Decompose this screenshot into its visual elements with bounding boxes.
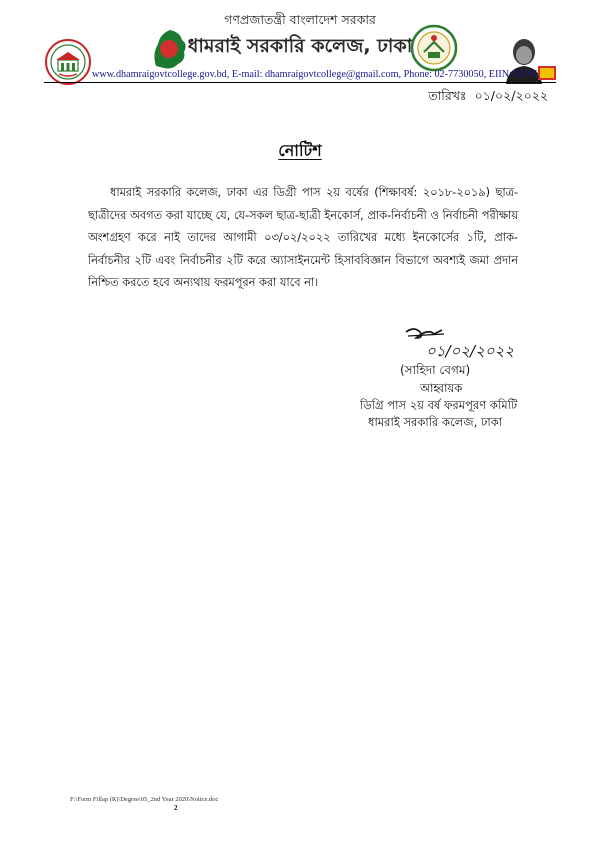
signatory-role: আহ্বায়ক	[420, 381, 463, 395]
header-divider	[44, 82, 556, 83]
college-crest-icon	[44, 38, 92, 86]
notice-body	[88, 182, 518, 295]
contact-line: www.dhamraigovtcollege.gov.bd, E-mail: dhamraigovtcollege@gmail.com, Phone: 02-7730050, EIIN:10795,	[92, 69, 541, 80]
signatory-college: ধামরাই সরকারি কলেজ, ঢাকা	[368, 415, 503, 429]
college-logo-icon	[410, 24, 458, 72]
signature-date: ০১/০২/২০২২	[426, 342, 515, 360]
signature-scribble	[404, 324, 515, 364]
notice-date	[428, 88, 548, 108]
bangladesh-map-emblem-icon	[146, 26, 192, 72]
signatory-name: (সাহিদা বেগম)	[400, 363, 471, 377]
date-value: ০১/০২/২০২২	[474, 88, 548, 103]
notice-title-text: নোটিশ	[278, 141, 322, 160]
government-heading: গণপ্রজাতন্ত্রী বাংলাদেশ সরকার	[224, 12, 376, 27]
footer-page-number: 2	[174, 804, 178, 812]
college-name-heading: ধামরাই সরকারি কলেজ, ঢাকা	[187, 35, 413, 57]
signatory-committee: ডিগ্রি পাস ২য় বর্ষ ফরমপূরণ কমিটি	[360, 398, 518, 412]
notice-title	[0, 138, 600, 165]
footer-file-path: F:\Form Fillap (R)\Degree\05_2nd Year 2020\Notice.doc	[70, 796, 219, 803]
date-label: তারিখঃ	[428, 88, 467, 103]
notice-body-paragraph: ধামরাই সরকারি কলেজ, ঢাকা এর ডিগ্রী পাস ২য় বর্ষের (শিক্ষাবর্ষ: ২০১৮-২০১৯) ছাত্র-ছাত্রীদের অবগত করা যাচ্ছে যে, যে-সকল ছাত্র-ছাত্রী ইনকোর্স, প্রাক-নির্বাচনী ও নির্বাচনী পরীক্ষায় অংশগ্রহণ করে নাই তাদের আগামী ০৩/০২/২০২২ তারিখের মধ্যে ইনকোর্সের ১টি, প্রাক-নির্বাচনীর ২টি এবং নির্বাচনীর ২টি করে অ্যাসাইনমেন্ট হিসাববিজ্ঞান বিভাগে অবশ্যই জমা প্রদান নিশ্চিত করতে হবে অন্যথায় ফরমপূরন করা যাবে না।	[88, 186, 518, 289]
